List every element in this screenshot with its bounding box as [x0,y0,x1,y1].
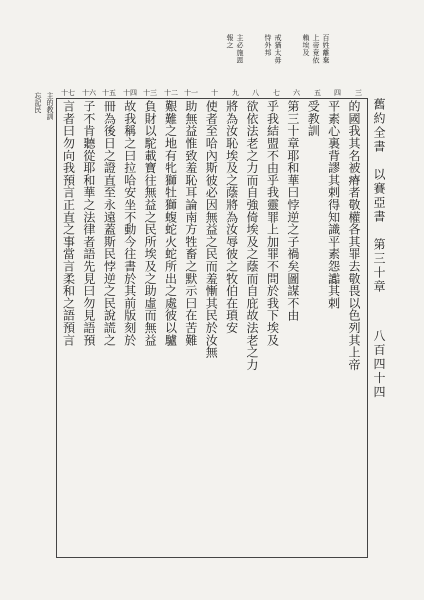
text-column: 的國我其名被瘠者敬權各其罪去敬畏以色列其上帝 [347,100,361,371]
verse-number: 十 [211,89,218,97]
verse-number: 六 [293,89,300,97]
text-column: 使者至哈內斯彼必因無益之民而羞慚其民於汝無 [204,100,219,359]
text-column: 故我稱之曰拉哈安坐不動今往書於其前版刻於 [122,100,137,346]
text-column: 助無益惟致羞恥耳論南方牲畜之默示曰在苦難 [183,100,198,346]
text-column: 言者曰勿向我預言正直之事當言柔和之語預言 [61,100,76,346]
text-column: 欲依法老之力而自強倚埃及之蔭而自庇故法老之力 [245,100,260,371]
text-columns [58,100,364,554]
text-column: 子不肯聽從耶和華之法律者語先見曰勿見語預 [81,100,96,346]
text-column: 艱難之地有牝獅牡獅蝮蛇火蛇所出之處彼以驢 [163,100,178,346]
verse-number: 五 [314,89,321,97]
text-column: 平素心裏背謬其剌得知識平素怨讟其剌 [326,100,341,310]
verse-number: 十七 [61,89,75,97]
chapter-heading-column: 第三十章耶和華曰悖逆之子禍矣圖謀不由 [285,100,300,322]
verse-number: 七 [273,89,280,97]
text-column: 負財以駝載寶往無益之民所埃及之助虛而無益 [143,100,158,346]
text-column: 乎我結盟不由乎我靈罪上加罪不問於我下埃及 [265,100,280,346]
verse-number: 十一 [184,89,198,97]
top-note: 戒猶太毋 [274,34,282,64]
text-column: 將為汝恥埃及之蔭將為汝辱彼之牧伯在瑣安 [224,100,239,334]
verse-number-gutter [56,88,366,98]
running-title: 舊約全書 以賽亞書 第三十章 [372,98,386,294]
top-note: 報之 [226,34,234,49]
verse-number: 十五 [102,89,116,97]
verse-number: 八 [252,89,259,97]
page-number: 八百四十四 [372,329,386,400]
verse-number: 三 [355,89,362,97]
text-column: 受教訓 [306,100,321,137]
text-column: 冊為後日之證直至永遠蓋斯民悖逆之民說謊之 [102,100,117,346]
verse-number: 十二 [164,89,178,97]
top-note: 賴埃及 [302,34,310,57]
verse-number: 十三 [143,89,157,97]
verse-number: 十四 [123,89,137,97]
side-note: 忘記民 [34,92,42,113]
top-note: 百姓離棄 [322,34,330,64]
bottom-margin [56,556,366,600]
left-margin-notes [20,92,54,172]
verse-number: 四 [334,89,341,97]
top-note: 恃外邦 [264,34,272,57]
verse-number: 九 [232,89,239,97]
top-note: 主必施恩 [236,34,244,64]
side-note: 主的教訓 [46,92,54,120]
verse-number: 十六 [82,89,96,97]
running-header [368,98,390,556]
top-margin-notes [170,34,330,94]
top-note: 上帝竟依 [312,34,320,64]
